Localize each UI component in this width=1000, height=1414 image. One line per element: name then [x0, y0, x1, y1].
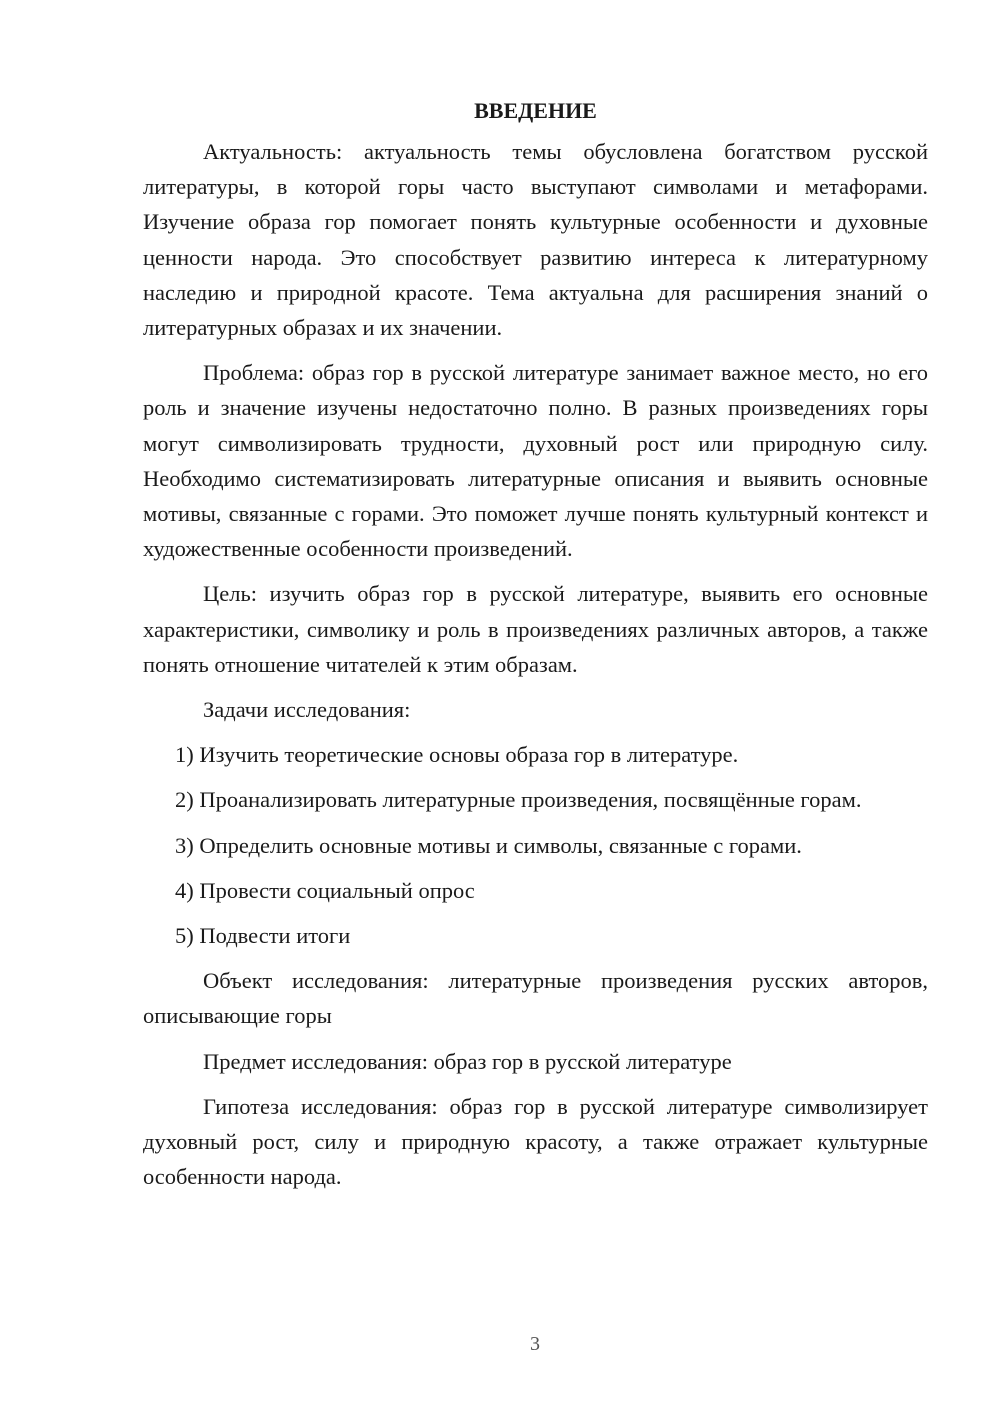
- task-item: 2) Проанализировать литературные произведения, посвящённые горам.: [175, 787, 862, 813]
- relevance-paragraph: Актуальность: актуальность темы обусловлена богатством русской литературы, в которой горы часто выступают символами и метафорами. Изучение образа гор помогает понять культурные особенности и духовные ценности народа. Это способствует развитию интереса к литературному наследию и природной красоте. Тема актуальна для расширения знаний о литературных образах и их значении.: [143, 139, 928, 341]
- task-item: 5) Подвести итоги: [175, 923, 351, 949]
- page-number: 3: [530, 1333, 540, 1355]
- object-paragraph: Объект исследования: литературные произведения русских авторов, описывающие горы: [143, 968, 928, 1029]
- problem-paragraph: Проблема: образ гор в русской литературе занимает важное место, но его роль и значение изучены недостаточно полно. В разных произведениях горы могут символизировать трудности, духовный рост или природную силу. Необходимо систематизировать литературные описания и выявить основные мотивы, связанные с горами. Это поможет лучше понять культурный контекст и художественные особенности произведений.: [143, 360, 928, 562]
- hypothesis-paragraph: Гипотеза исследования: образ гор в русской литературе символизирует духовный рост, силу и природную красоту, а также отражает культурные особенности народа.: [143, 1093, 928, 1190]
- document-page: [143, 94, 928, 1204]
- goal-paragraph: Цель: изучить образ гор в русской литературе, выявить его основные характеристики, символику и роль в произведениях различных авторов, а также понять отношение читателей к этим образам.: [143, 581, 928, 677]
- section-heading: ВВЕДЕНИЕ: [474, 98, 597, 123]
- task-item: 3) Определить основные мотивы и символы, связанные с горами.: [175, 832, 802, 858]
- tasks-title: Задачи исследования:: [203, 697, 411, 723]
- task-item: 4) Провести социальный опрос: [175, 877, 475, 903]
- task-item: 1) Изучить теоретические основы образа гор в литературе.: [175, 742, 739, 768]
- subject-paragraph: Предмет исследования: образ гор в русской литературе: [203, 1048, 732, 1074]
